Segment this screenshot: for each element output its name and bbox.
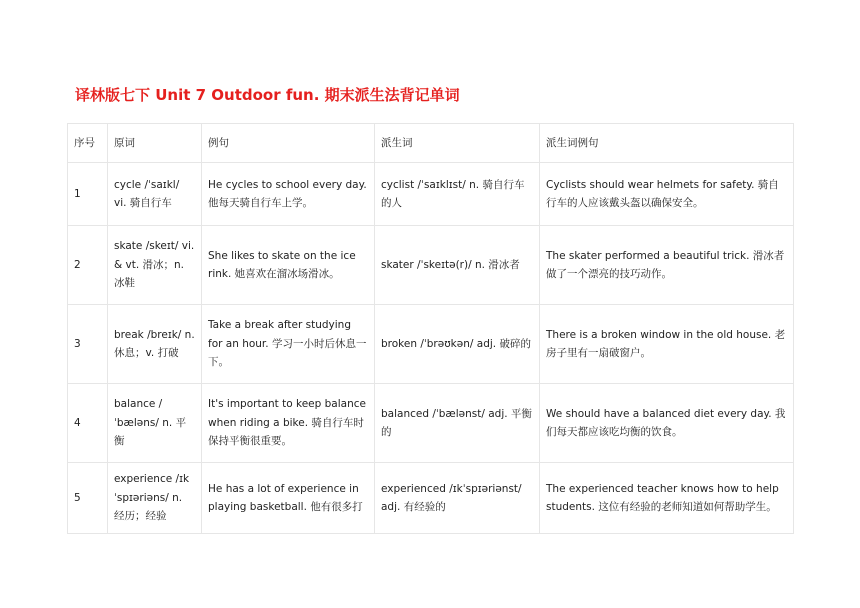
header-no: 序号 [68, 124, 108, 163]
cell-no: 4 [68, 384, 108, 463]
header-derived-example: 派生词例句 [540, 124, 794, 163]
cell-derived-example: We should have a balanced diet every day. 我们每天都应该吃均衡的饮食。 [540, 384, 794, 463]
cell-no: 1 [68, 163, 108, 226]
table-row [68, 463, 794, 534]
cell-word: balance /ˈbæləns/ n. 平衡 [108, 384, 202, 463]
cell-derived: broken /ˈbrəʊkən/ adj. 破碎的 [375, 305, 540, 384]
header-word: 原词 [108, 124, 202, 163]
cell-derived: balanced /ˈbælənst/ adj. 平衡的 [375, 384, 540, 463]
header-example: 例句 [202, 124, 375, 163]
table-row [68, 305, 794, 384]
cell-no: 3 [68, 305, 108, 384]
table-row [68, 163, 794, 226]
cell-derived-example: There is a broken window in the old house. 老房子里有一扇破窗户。 [540, 305, 794, 384]
cell-example: She likes to skate on the ice rink. 她喜欢在溜冰场滑冰。 [202, 226, 375, 305]
table-row [68, 384, 794, 463]
cell-example: He cycles to school every day. 他每天骑自行车上学。 [202, 163, 375, 226]
cell-word: break /breɪk/ n. 休息；v. 打破 [108, 305, 202, 384]
cell-no: 2 [68, 226, 108, 305]
document-title: 译林版七下 Unit 7 Outdoor fun. 期末派生法背记单词 [75, 86, 460, 104]
vocabulary-table [67, 123, 794, 534]
cell-derived-example: Cyclists should wear helmets for safety. 骑自行车的人应该戴头盔以确保安全。 [540, 163, 794, 226]
header-derived: 派生词 [375, 124, 540, 163]
cell-word: experience /ɪkˈspɪəriəns/ n. 经历；经验 [108, 463, 202, 534]
table-header-row [68, 124, 794, 163]
cell-derived-example: The experienced teacher knows how to help students. 这位有经验的老师知道如何帮助学生。 [540, 463, 794, 534]
cell-word: cycle /ˈsaɪkl/ vi. 骑自行车 [108, 163, 202, 226]
cell-derived: cyclist /ˈsaɪklɪst/ n. 骑自行车的人 [375, 163, 540, 226]
table-row [68, 226, 794, 305]
cell-no: 5 [68, 463, 108, 534]
cell-word: skate /skeɪt/ vi. & vt. 滑冰；n. 冰鞋 [108, 226, 202, 305]
cell-derived: experienced /ɪkˈspɪəriənst/ adj. 有经验的 [375, 463, 540, 534]
cell-derived: skater /ˈskeɪtə(r)/ n. 滑冰者 [375, 226, 540, 305]
cell-example: He has a lot of experience in playing basketball. 他有很多打 [202, 463, 375, 534]
cell-example: It's important to keep balance when riding a bike. 骑自行车时保持平衡很重要。 [202, 384, 375, 463]
cell-derived-example: The skater performed a beautiful trick. 滑冰者做了一个漂亮的技巧动作。 [540, 226, 794, 305]
cell-example: Take a break after studying for an hour. 学习一小时后休息一下。 [202, 305, 375, 384]
